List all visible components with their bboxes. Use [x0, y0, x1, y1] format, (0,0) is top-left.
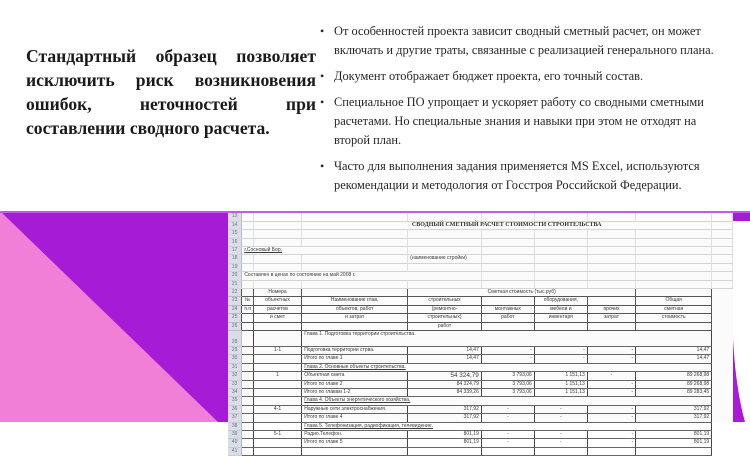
cell-equipment: - [534, 431, 587, 439]
row-number: 30 [228, 355, 242, 363]
header-cell: прочих [587, 305, 635, 313]
bullet-text: От особенностей проекта зависит сводный сметный расчет, он может включать и другие траты, связанные с реализацией генерального плана. [334, 24, 714, 57]
header-cell: строительных) [408, 314, 482, 322]
row-number: 20 [228, 272, 242, 280]
header-cell: Наименование глав, [302, 297, 408, 305]
header-cell: затрат [587, 314, 635, 322]
row-number: 22 [228, 288, 242, 296]
row-number: 26 [228, 322, 242, 330]
row-number: 18 [228, 255, 242, 263]
cell-construction: 14,47 [408, 355, 482, 363]
header-cell: объектов, работ [302, 305, 408, 313]
cell-total: 14,47 [636, 346, 712, 354]
cell-other: - [587, 355, 635, 363]
row-number: 38 [228, 422, 242, 430]
header-cell: оборудования, [534, 297, 587, 305]
row-number: 36 [228, 405, 242, 413]
cell-total: 317,92 [636, 405, 712, 413]
cell-name: Итого по главе 4 [302, 414, 408, 422]
cell-equipment: - [534, 414, 587, 422]
row-number: 31 [228, 363, 242, 371]
cell-installation: - [481, 414, 534, 422]
header-cell: Номера [253, 288, 301, 296]
spreadsheet-image [228, 213, 733, 454]
header-cell: строительных [408, 297, 482, 305]
header-cell: монтажных [481, 305, 534, 313]
bullet-item [318, 93, 728, 150]
cell-name: Подготовка территории стрва. [302, 346, 408, 354]
header-cell: работ [408, 322, 482, 330]
row-number: 39 [228, 431, 242, 439]
header-cell: мебели и [534, 305, 587, 313]
cell-construction: 84 339,26 [408, 389, 482, 397]
header-cell: расчетов [253, 305, 301, 313]
cell-installation: 3 793,06 [481, 380, 534, 388]
row-number: 34 [228, 389, 242, 397]
row-number: 17 [228, 246, 242, 254]
cell-other: - [587, 414, 635, 422]
row-number: 24 [228, 305, 242, 313]
cell-name: Объектная смета [302, 372, 408, 380]
row-number: 21 [228, 280, 242, 288]
cell-total: 14,47 [636, 355, 712, 363]
cell-other: - [587, 439, 635, 447]
header-cell: работ [481, 314, 534, 322]
cell-installation: - [481, 431, 534, 439]
header-cell: и смет [253, 314, 301, 322]
cell-construction: 317,92 [408, 405, 482, 413]
cell-code: 5-1 [253, 431, 301, 439]
header-cell: Общая [636, 297, 712, 305]
header-cell: и затрат [302, 314, 408, 322]
row-number: 33 [228, 380, 242, 388]
cell-name: Итого по главе 1 [302, 355, 408, 363]
cell-name: Итого по главе 2 [302, 380, 408, 388]
cell-equipment: - [534, 405, 587, 413]
row-number: 35 [228, 397, 242, 405]
cell-equipment: - [534, 346, 587, 354]
cell-other: - [587, 380, 635, 388]
chapter-heading: Глава 5. Телефонизация, радиофикация, телевидение. [302, 422, 712, 430]
chapter-heading: Глава 2. Основные объекты строительства. [302, 363, 712, 371]
bullet-text: Специальное ПО упрощает и ускоряет работу со сводными сметными расчетами. Но специальные знания и навыки при этом не отходят на второй план. [334, 95, 704, 147]
cell-construction: 801,19 [408, 439, 482, 447]
row-number: 23 [228, 297, 242, 305]
row-number: 15 [228, 230, 242, 238]
bullet-icon: • [320, 159, 325, 173]
sheet-title: СВОДНЫЙ СМЕТНЫЙ РАСЧЕТ СТОИМОСТИ СТРОИТЕЛЬСТВА [302, 221, 712, 229]
slide-headline: Стандартный образец позволяет исключить риск возникновения ошибок, неточностей при составлении сводного расчета. [26, 46, 316, 138]
row-number: 29 [228, 346, 242, 354]
bullet-item [318, 67, 728, 86]
header-cell: сметная [636, 305, 712, 313]
header-cell: стоимость [636, 314, 712, 322]
header-cell: объектных [253, 297, 301, 305]
row-number: 32 [228, 372, 242, 380]
chapter-heading: Глава 4. Объекты энергетического хозяйства. [302, 397, 712, 405]
cell-installation: - [481, 346, 534, 354]
cell-other: - [587, 372, 635, 380]
cell-installation: 3 793,06 [481, 389, 534, 397]
row-number: 37 [228, 414, 242, 422]
row-number: 41 [228, 447, 242, 455]
cell-installation: - [481, 405, 534, 413]
row-number: 14 [228, 221, 242, 229]
bullet-item [318, 22, 728, 60]
header-cost-group: Сметная стоимость (тыс.руб) [408, 288, 636, 296]
cell-other: - [587, 389, 635, 397]
bullet-item [318, 157, 728, 195]
cell-other: - [587, 431, 635, 439]
cell-other: - [587, 346, 635, 354]
header-cell: № [242, 297, 254, 305]
cell-name: Итого по главе 5 [302, 439, 408, 447]
cell-total: 801,19 [636, 431, 712, 439]
bullet-icon: • [320, 24, 325, 38]
row-number: 40 [228, 439, 242, 447]
cell-name: Итого по главам 1-2 [302, 389, 408, 397]
cell-total: 317,92 [636, 414, 712, 422]
header-cell: инвентаря [534, 314, 587, 322]
cell-equipment: 1 151,13 [534, 372, 587, 380]
cell-other: - [587, 405, 635, 413]
row-number: 19 [228, 263, 242, 271]
bullet-icon: • [320, 95, 325, 109]
cell-installation: - [481, 355, 534, 363]
cell-name: Наружные сети электроснабжения. [302, 405, 408, 413]
cell-equipment: 1 151,13 [534, 389, 587, 397]
estimate-table [228, 213, 733, 456]
cell-total: 89 268,98 [636, 372, 712, 380]
cell-equipment: - [534, 355, 587, 363]
compiled-note: Составлен в ценах по состоянию на май 2008 г. [242, 272, 482, 280]
bullet-text: Документ отображает бюджет проекта, его точный состав. [334, 69, 644, 83]
row-number: 13 [228, 213, 242, 221]
bullet-text: Часто для выполнения задания применяется MS Excel, используются рекомендации и методология от Госстроя Российской Федерации. [334, 159, 700, 192]
cell-construction: 84 324,79 [408, 380, 482, 388]
cell-total: 89 283,45 [636, 389, 712, 397]
location-cell: г.Сосновый Бор, [242, 246, 408, 254]
cell-construction: 317,92 [408, 414, 482, 422]
cell-installation: - [481, 439, 534, 447]
cell-total: 89 268,98 [636, 380, 712, 388]
row-number: 25 [228, 314, 242, 322]
cell-equipment: 1 151,13 [534, 380, 587, 388]
row-number: 28 [228, 330, 242, 346]
cell-total: 801,19 [636, 439, 712, 447]
header-cell: п.п [242, 305, 254, 313]
bullet-icon: • [320, 69, 325, 83]
cell-code: 4-1 [253, 405, 301, 413]
object-caption: (наименование стройки) [408, 255, 482, 263]
chapter-heading: Глава 1. Подготовка территории строительства. [302, 330, 712, 346]
cell-equipment: - [534, 439, 587, 447]
cell-name: Радио.Телефон. [302, 431, 408, 439]
cell-code: 1-1 [253, 346, 301, 354]
row-number: 16 [228, 238, 242, 246]
cell-code: 1 [253, 372, 301, 380]
cell-construction: 14,47 [408, 346, 482, 354]
cell-installation: 3 793,06 [481, 372, 534, 380]
bullet-list [318, 22, 728, 202]
header-cell: (ремонтно- [408, 305, 482, 313]
cell-construction: 801,19 [408, 431, 482, 439]
cell-construction: 54 324,79 [408, 372, 482, 380]
